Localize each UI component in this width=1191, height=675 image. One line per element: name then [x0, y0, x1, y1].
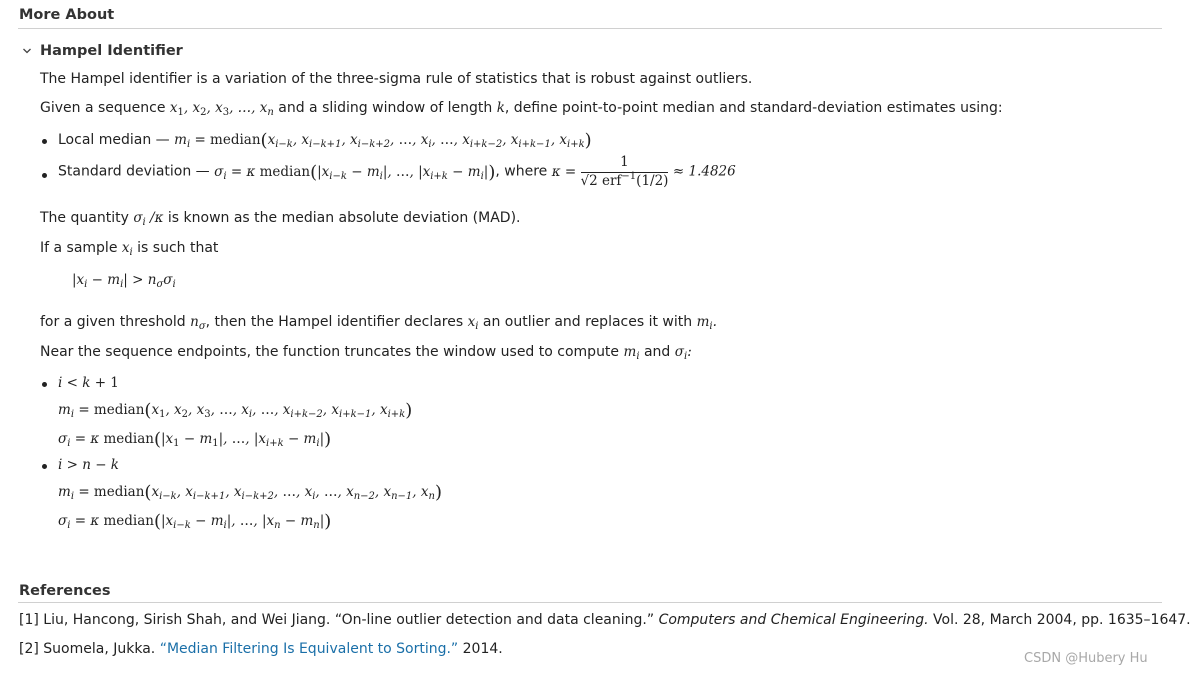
bullet-dot: [42, 382, 47, 387]
watermark: CSDN @Hubery Hu: [1024, 651, 1148, 666]
where-text: , where: [495, 163, 548, 180]
sample-math: $x_i$: [121, 240, 133, 258]
window-k-math: k: [496, 100, 505, 116]
ref2-prefix: [2] Suomela, Jukka.: [19, 641, 156, 657]
section-divider: [18, 28, 1162, 29]
bullet2-label: Standard deviation —: [58, 163, 210, 180]
subsection-title-hampel[interactable]: Hampel Identifier: [40, 43, 183, 59]
references-divider: [18, 602, 1162, 603]
case-right-sigma-formula: $\sigma_i = \kappa$ $median(|x_{i-k} - m_i|$, …, $|x_n - m_n|$): [58, 511, 332, 532]
kappa-formula: κ = $\frac{1}{√2 erf^{-1}(1/2)}$: [551, 154, 669, 189]
bullet-standard-deviation: [58, 156, 736, 188]
mad-paragraph: [40, 210, 521, 226]
mi-math: $m_i$.: [696, 314, 717, 332]
endpoints-paragraph: [40, 344, 692, 360]
bullet1-label: Local median —: [58, 132, 170, 148]
case-left-sigma-formula: $\sigma_i = \kappa$ $median(|x_1 - m_1|$, …, $|x_{i+k} - m_i|$): [58, 429, 332, 450]
threshold-mid2: an outlier and replaces it with: [482, 314, 693, 330]
bullet-dot: [42, 173, 47, 178]
kappa-value: ≈ 1.4826: [672, 163, 736, 180]
reference-1: [19, 612, 1191, 628]
xi-math: $x_i$: [467, 314, 479, 332]
ref1-suffix: Vol. 28, March 2004, pp. 1635–1647.: [933, 612, 1191, 628]
quantity-prefix: The quantity: [40, 210, 129, 226]
sequence-math: $x_1$, $x_2$, $x_3$, …, $x_n$: [169, 100, 274, 118]
mi-math: $m_i$: [623, 344, 640, 362]
ref2-link[interactable]: “Median Filtering Is Equivalent to Sorting.”: [159, 641, 459, 657]
mad-math: $\sigma_i$ /κ: [133, 210, 164, 228]
given-prefix: Given a sequence: [40, 100, 166, 116]
outlier-condition-formula: $|x_i - m_i| > n_\sigma\sigma_i$: [72, 272, 176, 290]
bullet-dot: [42, 139, 47, 144]
threshold-paragraph: [40, 314, 717, 330]
threshold-math: $n_\sigma$: [190, 314, 206, 332]
intro-paragraph: The Hampel identifier is a variation of the three-sigma rule of statistics that is robust against outliers.: [40, 71, 753, 87]
ref2-suffix: 2014.: [462, 641, 503, 657]
case-right-condition: i > n − k: [58, 457, 119, 473]
endpoints-text: Near the sequence endpoints, the function truncates the window used to compute: [40, 344, 620, 360]
threshold-prefix: for a given threshold: [40, 314, 186, 330]
given-mid: and a sliding window of length: [278, 100, 493, 116]
local-median-formula: $m_i$ = $median(x_{i-k}$, $x_{i-k+1}$, $x_{i-k+2}$, …, $x_i$, …, $x_{i+k-2}$, $x_{i+k-1}$, $x_{i+k}$): [174, 130, 592, 151]
case-left-condition: i < k + 1: [58, 375, 119, 391]
chevron-down-icon[interactable]: [22, 46, 32, 56]
section-title: More About: [19, 7, 115, 23]
sample-paragraph: [40, 240, 218, 256]
and-text: and: [643, 344, 671, 360]
given-paragraph: [40, 100, 1003, 116]
sigma-i-math: $\sigma_i$:: [674, 344, 692, 362]
bullet-dot: [42, 464, 47, 469]
threshold-mid: , then the Hampel identifier declares: [205, 314, 464, 330]
sample-suffix: is such that: [137, 240, 219, 256]
ref1-prefix: [1] Liu, Hancong, Sirish Shah, and Wei Jiang. “On-line outlier detection and data cleaning.”: [19, 612, 655, 628]
case-right-median-formula: $m_i$ = $median(x_{i-k}$, $x_{i-k+1}$, $x_{i-k+2}$, …, $x_i$, …, $x_{n-2}$, $x_{n-1}$, $x_n$): [58, 482, 442, 503]
reference-2: [19, 641, 503, 657]
std-formula: $\sigma_i = \kappa$ $median(|x_{i-k} - m_i|$, …, $|x_{i+k} - m_i|$): [214, 161, 496, 183]
quantity-suffix: is known as the median absolute deviation (MAD).: [167, 210, 521, 226]
sample-prefix: If a sample: [40, 240, 118, 256]
references-title: References: [19, 583, 111, 599]
given-suffix: , define point-to-point median and standard-deviation estimates using:: [504, 100, 1003, 116]
ref1-journal: Computers and Chemical Engineering.: [658, 612, 929, 628]
bullet-local-median: [58, 130, 592, 151]
case-left-median-formula: $m_i$ = $median(x_1$, $x_2$, $x_3$, …, $x_i$, …, $x_{i+k-2}$, $x_{i+k-1}$, $x_{i+k}$): [58, 400, 413, 421]
